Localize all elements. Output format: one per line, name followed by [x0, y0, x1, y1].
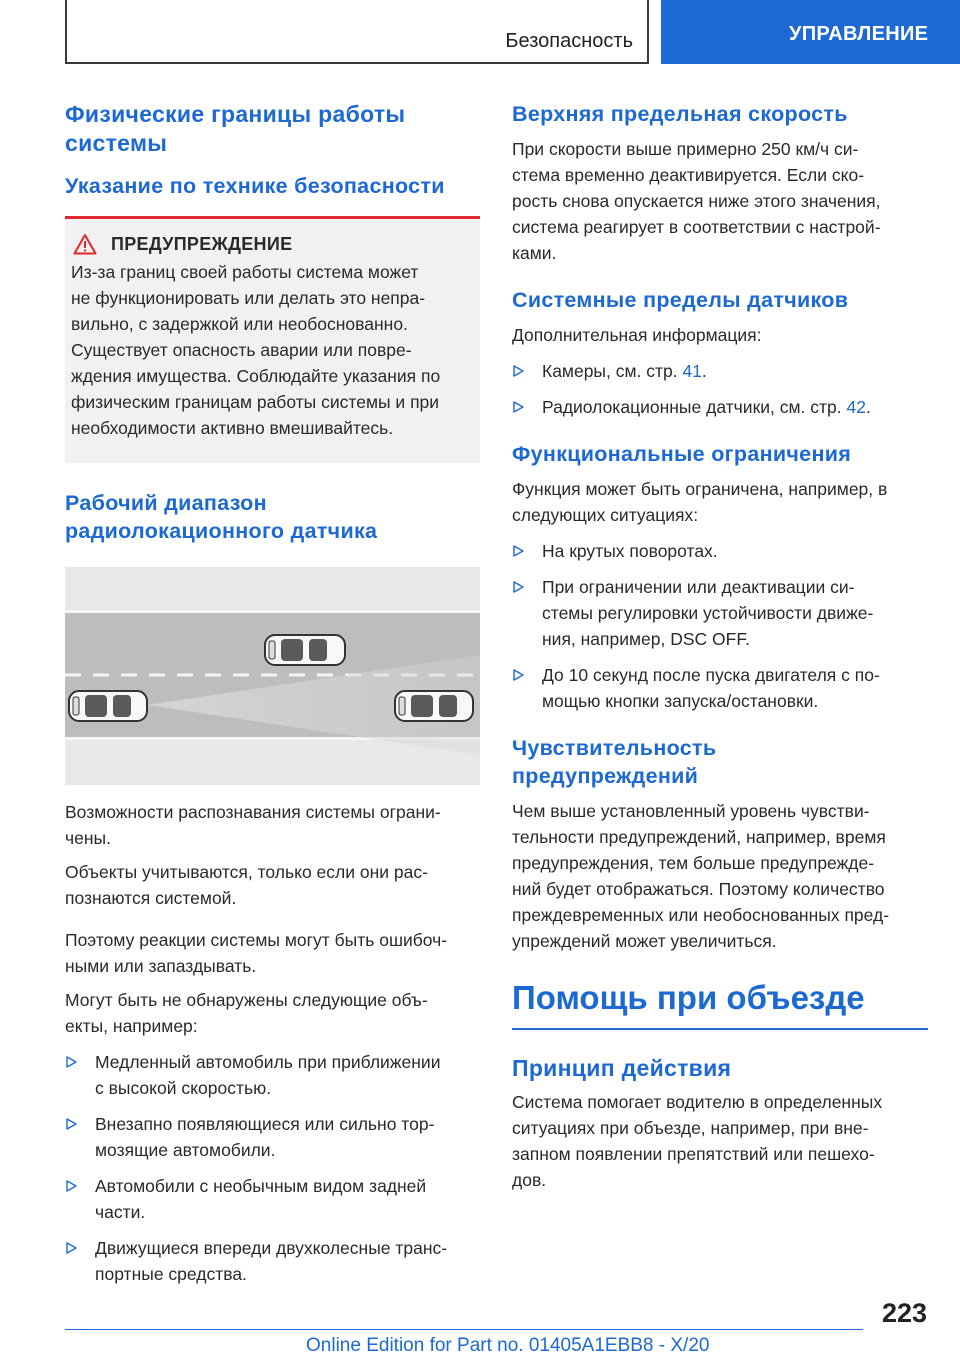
line: Могут быть не обнаружены следующие объ- [65, 990, 428, 1010]
paragraph [65, 927, 480, 979]
line: ситуациях при объезде, например, при вне- [512, 1118, 869, 1138]
line: Медленный автомобиль при приближении [95, 1052, 441, 1072]
right-column [512, 100, 928, 1193]
line: При скорости выше примерно 250 км/ч си- [512, 139, 859, 159]
line: екты, например: [65, 1016, 198, 1036]
list-item [65, 1111, 480, 1163]
footer-rule [65, 1329, 863, 1330]
line: Камеры, см. стр. [542, 361, 683, 381]
heading-line: радиолокационного датчика [65, 519, 378, 543]
header-chapter-title: УПРАВЛЕНИЕ [789, 22, 929, 45]
line: ния, например, DSC OFF. [542, 629, 750, 649]
triangle-bullet-icon [65, 1111, 81, 1137]
line: портные средства. [95, 1264, 247, 1284]
page-link-radar[interactable]: 42 [846, 397, 866, 417]
undetected-objects-list [65, 1049, 480, 1287]
triangle-bullet-icon [512, 394, 528, 420]
section-rule [512, 1028, 928, 1030]
line: мозящие автомобили. [95, 1140, 276, 1160]
body-text-left [65, 799, 480, 1287]
warning-title: ПРЕДУПРЕЖДЕНИЕ [111, 233, 293, 254]
line: дов. [512, 1170, 547, 1190]
triangle-bullet-icon [65, 1173, 81, 1199]
list-item [512, 394, 928, 420]
car-own [69, 691, 147, 721]
triangle-bullet-icon [512, 662, 528, 688]
heading-functional-limits: Функциональные ограничения [512, 442, 852, 466]
line: Поэтому реакции системы могут быть ошибоч- [65, 930, 448, 950]
triangle-bullet-icon [65, 1235, 81, 1261]
heading-upper-speed: Верхняя предельная скорость [512, 102, 848, 126]
heading-physical-limits: Физические границы работы системы [65, 101, 406, 156]
car-ahead-same-lane [395, 691, 473, 721]
line: ными или запаздывать. [65, 956, 257, 976]
paragraph [512, 136, 928, 266]
heading-evasion-assist: Помощь при объезде [512, 979, 865, 1016]
line: преждевременных или необоснованных пред- [512, 905, 890, 925]
page-number: 223 [881, 1298, 927, 1328]
line: с высокой скоростью. [95, 1078, 272, 1098]
triangle-bullet-icon [512, 574, 528, 600]
page-link-cameras[interactable]: 41 [682, 361, 702, 381]
list-item [512, 538, 928, 564]
punct: . [865, 397, 871, 417]
list-item [65, 1173, 480, 1225]
punct: . [701, 361, 707, 381]
line: система реагирует в соответствии с настрой- [512, 217, 881, 237]
line: Система помогает водителю в определенных [512, 1092, 883, 1112]
line: До 10 секунд после пуска двигателя с по- [542, 665, 880, 685]
line: ний будет отображаться. Поэтому количество [512, 879, 885, 899]
warning-line: необходимости активно вмешивайтесь. [71, 418, 394, 438]
line: тельности предупреждений, например, время [512, 827, 886, 847]
paragraph: Дополнительная информация: [512, 325, 762, 345]
warning-line: физическим границам работы системы и при [71, 392, 440, 412]
radar-range-illustration [65, 567, 480, 785]
heading-line: Рабочий диапазон [65, 491, 267, 515]
triangle-bullet-icon [65, 1049, 81, 1075]
road-scene [65, 567, 480, 785]
header-section-title: Безопасность [505, 30, 633, 52]
line: стема временно деактивируется. Если ско- [512, 165, 865, 185]
line: Внезапно появляющиеся или сильно тор- [95, 1114, 435, 1134]
warning-triangle-icon [73, 233, 97, 255]
footer-edition: Online Edition for Part no. 01405A1EBB8 - X/20 [306, 1335, 710, 1356]
car-ahead-other-lane [265, 635, 345, 665]
line: запном появлении препятствий или пешехо- [512, 1144, 875, 1164]
header-section-box [65, 0, 649, 64]
warning-line: вильно, с задержкой или необоснованно. [71, 314, 408, 334]
line: ками. [512, 243, 557, 263]
triangle-bullet-icon [512, 358, 528, 384]
line: Автомобили с необычным видом задней [95, 1176, 427, 1196]
list-item [512, 662, 928, 714]
paragraph [512, 476, 928, 528]
paragraph [512, 798, 928, 954]
list-item [65, 1235, 480, 1287]
line: Чем выше установленный уровень чувстви- [512, 801, 870, 821]
warning-header [71, 233, 474, 255]
paragraph [512, 1089, 928, 1193]
heading-radar-range [65, 489, 480, 545]
heading-sensor-limits: Системные пределы датчиков [512, 288, 849, 312]
line: рость снова опускается ниже этого значения, [512, 191, 881, 211]
header-chapter-tab [661, 0, 960, 64]
heading-line: Чувствительность [512, 736, 717, 760]
line: На крутых поворотах. [542, 541, 718, 561]
line: Движущиеся впереди двухколесные транс- [95, 1238, 448, 1258]
line: чены. [65, 828, 111, 848]
triangle-bullet-icon [512, 538, 528, 564]
warning-box [65, 219, 480, 463]
paragraph [65, 799, 480, 851]
list-item [512, 358, 928, 384]
paragraph [65, 987, 480, 1039]
line: части. [95, 1202, 146, 1222]
line: следующих ситуациях: [512, 505, 699, 525]
warning-line: Из-за границ своей работы система может [71, 262, 419, 282]
line: предупреждения, тем больше предупрежде- [512, 853, 875, 873]
line: упреждений может увеличиться. [512, 931, 777, 951]
heading-operating-principle: Принцип действия [512, 1055, 732, 1081]
line: Радиолокационные датчики, см. стр. [542, 397, 847, 417]
warning-line: ждения имущества. Соблюдайте указания по [71, 366, 441, 386]
paragraph [65, 859, 480, 911]
line: Функция может быть ограничена, например, в [512, 479, 888, 499]
heading-line: предупреждений [512, 764, 699, 788]
list-item [65, 1049, 480, 1101]
list-item [512, 574, 928, 652]
line: При ограничении или деактивации си- [542, 577, 855, 597]
heading-warning-sensitivity [512, 734, 928, 790]
line: стемы регулировки устойчивости движе- [542, 603, 874, 623]
line: Возможности распознавания системы ограни- [65, 802, 441, 822]
line: мощью кнопки запуска/остановки. [542, 691, 819, 711]
left-column [65, 100, 480, 1287]
warning-line: Существует опасность аварии или повре- [71, 340, 412, 360]
heading-safety-note: Указание по технике безопасности [65, 174, 445, 198]
functional-limits-list [512, 538, 928, 714]
sensor-links-list [512, 358, 928, 420]
line: познаются системой. [65, 888, 237, 908]
line: Объекты учитываются, только если они рас- [65, 862, 428, 882]
warning-line: не функционировать или делать это непра- [71, 288, 426, 308]
